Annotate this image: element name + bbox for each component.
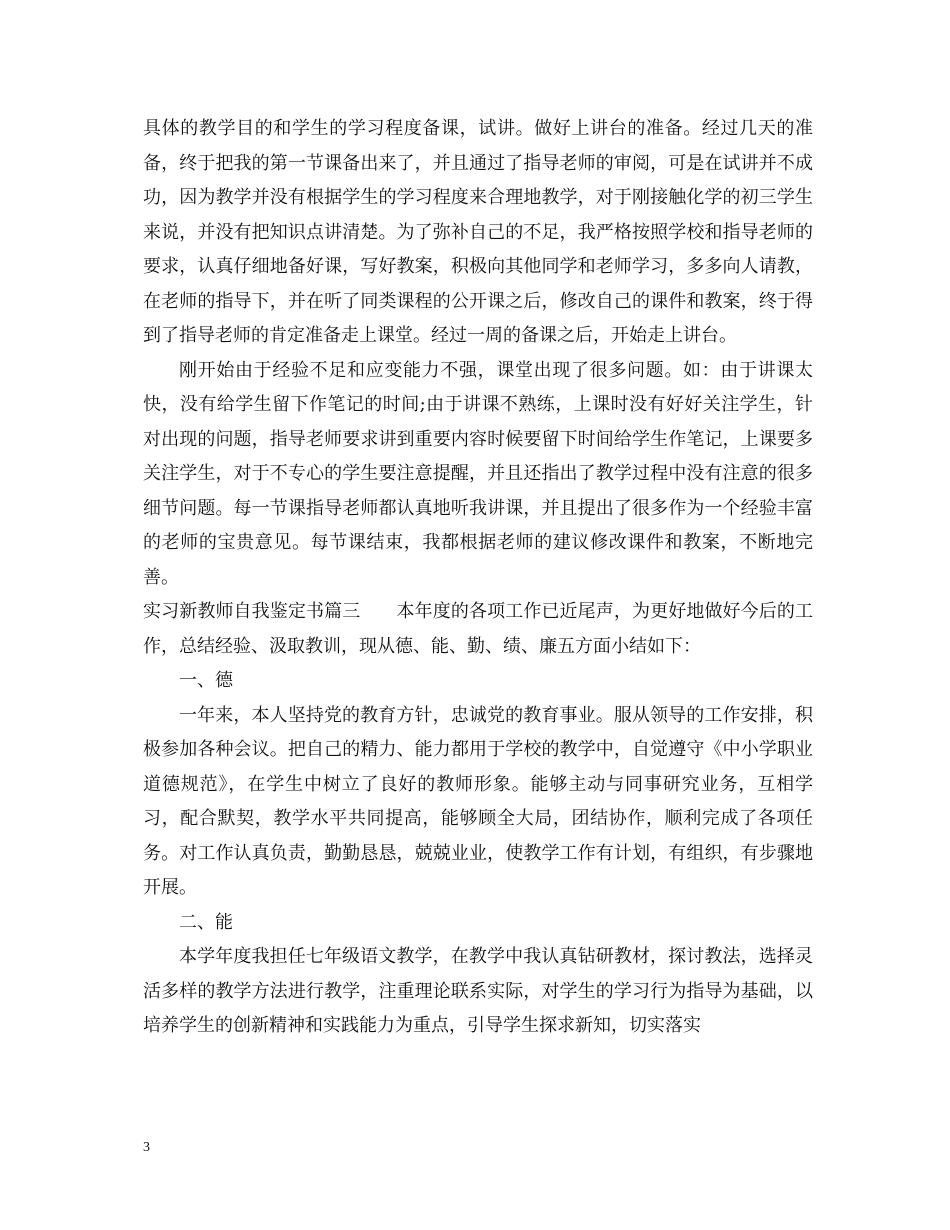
paragraph-section-three-intro: 实习新教师自我鉴定书篇三 本年度的各项工作已近尾声，为更好地做好今后的工作，总结经验、汲取教训，现从德、能、勤、绩、廉五方面小结如下： bbox=[143, 601, 813, 657]
paragraph-lesson-preparation: 具体的教学目的和学生的学习程度备课，试讲。做好上讲台的准备。经过几天的准备，终于把我的第一节课备出来了，并且通过了指导老师的审阅，可是在试讲并不成功，因为教学并没有根据学生的学习程度来合理地教学，对于刚接触化学的初三学生来说，并没有把知识点讲清楚。为了弥补自己的不足，我严格按照学校和指导老师的要求，认真仔细地备好课，写好教案，积极向其他同学和老师学习，多多向人请教，在老师的指导下，并在听了同类课程的公开课之后，修改自己的课件和教案，终于得到了指导老师的肯定准备走上课堂。经过一周的备课之后，开始走上讲台。 bbox=[143, 118, 813, 346]
document-body bbox=[143, 112, 813, 1044]
paragraph-classroom-problems: 刚开始由于经验不足和应变能力不强，课堂出现了很多问题。如：由于讲课太快，没有给学生留下作笔记的时间;由于讲课不熟练，上课时没有好好关注学生，针对出现的问题，指导老师要求讲到重要内容时候要留下时间给学生作笔记，上课要多关注学生，对于不专心的学生要注意提醒，并且还指出了教学过程中没有注意的很多细节问题。每一节课指导老师都认真地听我讲课，并且提出了很多作为一个经验丰富的老师的宝贵意见。每节课结束，我都根据老师的建议修改课件和教案，不断地完善。 bbox=[143, 359, 813, 588]
paragraph-ability: 本学年度我担任七年级语文教学，在教学中我认真钻研教材，探讨教法，选择灵活多样的教学方法进行教学，注重理论联系实际，对学生的学习行为指导为基础，以培养学生的创新精神和实践能力为重点，引导学生探求新知，切实落实 bbox=[143, 946, 813, 1036]
page-number: 3 bbox=[143, 1140, 150, 1155]
paragraph-virtue: 一年来，本人坚持党的教育方针，忠诚党的教育事业。服从领导的工作安排，积极参加各种会议。把自己的精力、能力都用于学校的教学中，自觉遵守《中小学职业道德规范》，在学生中树立了良好的教师形象。能够主动与同事研究业务，互相学习，配合默契，教学水平共同提高，能够顾全大局，团结协作，顺利完成了各项任务。对工作认真负责，勤勤恳恳，兢兢业业，使教学工作有计划，有组织，有步骤地开展。 bbox=[143, 704, 813, 898]
heading-ability: 二、能 bbox=[179, 911, 233, 933]
heading-virtue: 一、德 bbox=[179, 670, 233, 691]
